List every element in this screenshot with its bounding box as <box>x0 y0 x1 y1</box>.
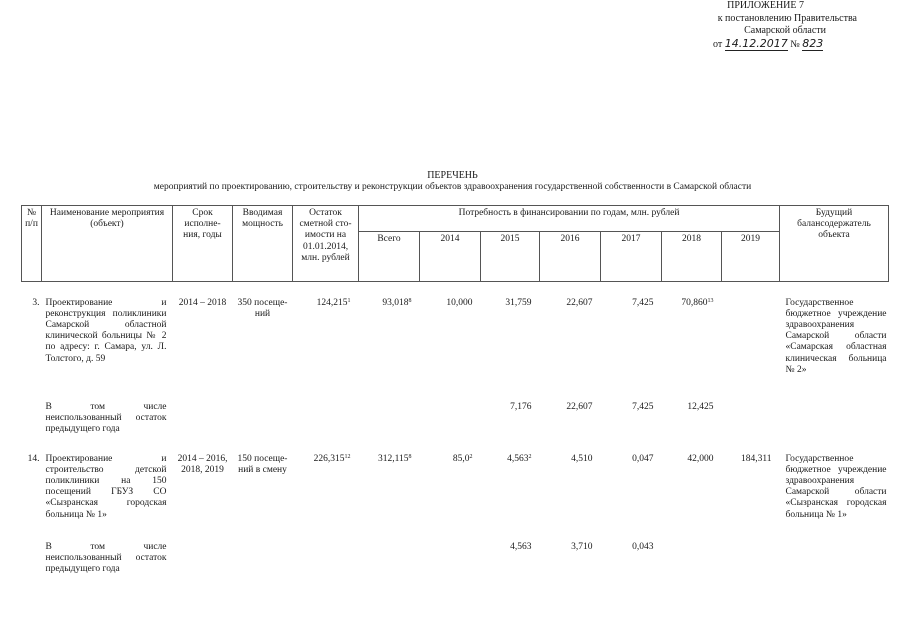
header-holder: Будущий балансодержатель объекта <box>780 206 889 282</box>
row-2017: 0,047 <box>632 453 654 464</box>
row-2015: 4,563 <box>510 541 532 552</box>
header-year-2016: 2016 <box>540 232 601 282</box>
header-total: Всего <box>359 232 420 282</box>
row-name: В том числе неиспользованный остаток предыдущего года <box>45 541 167 574</box>
table-row <box>22 296 889 400</box>
row-total: 312,115$^8$ <box>377 453 412 464</box>
row-balance: 226,315$^{12}$ <box>313 453 351 464</box>
row-capacity <box>233 540 293 584</box>
date-prefix: от <box>713 39 723 50</box>
header-num: № п/п <box>22 206 42 282</box>
row-num <box>22 400 42 452</box>
row-capacity: 150 посеще-ний в смену <box>237 453 288 475</box>
table-row <box>22 540 889 584</box>
row-term: 2014 – 2018 <box>178 297 227 308</box>
header-term: Срок исполне-ния, годы <box>173 206 233 282</box>
row-num <box>22 540 42 584</box>
header-year-2017: 2017 <box>601 232 662 282</box>
appendix-title: ПРИЛОЖЕНИЕ 7 <box>727 0 804 11</box>
row-capacity: 350 посеще-ний <box>237 297 288 319</box>
financing-table <box>21 205 889 584</box>
row-2016: 22,607 <box>566 297 593 308</box>
row-holder <box>780 400 889 452</box>
row-2014 <box>420 540 481 584</box>
row-2016: 4,510 <box>571 453 593 464</box>
row-capacity <box>233 400 293 452</box>
header-year-2019: 2019 <box>722 232 780 282</box>
row-2017: 7,425 <box>632 297 654 308</box>
row-holder <box>780 540 889 584</box>
row-2014: 10,000 <box>446 297 473 308</box>
row-balance <box>293 400 359 452</box>
number-prefix: № <box>790 39 800 50</box>
row-num: 3. <box>32 297 40 308</box>
appendix-line-2: к постановлению Правительства <box>717 13 857 24</box>
row-2016: 22,607 <box>566 401 593 412</box>
row-2019 <box>722 400 780 452</box>
row-balance <box>293 540 359 584</box>
row-total: 93,018$^8$ <box>382 297 412 308</box>
row-name: Проектирование и строительство детской поликлиники на 150 посещений ГБУЗ СО «Сызранская городская больница № 1» <box>45 453 167 520</box>
document-subtitle: мероприятий по проектированию, строительству и реконструкции объектов здравоохранения государственной собственности в Самарской области <box>153 182 752 192</box>
row-term <box>173 400 233 452</box>
header-year-2014: 2014 <box>420 232 481 282</box>
header-balance: Остаток сметной сто-имости на 01.01.2014, млн. рублей <box>293 206 359 282</box>
row-name: Проектирование и реконструкция поликлиники Самарской областной клинической больницы № 2 по адресу: г. Самара, ул. Л. Толстого, д. 59 <box>45 297 167 364</box>
row-2014: 85,0$^2$ <box>452 453 473 464</box>
appendix-line-3: Самарской области <box>744 25 826 36</box>
row-2015: 7,176 <box>510 401 532 412</box>
row-2018: 12,425 <box>687 401 714 412</box>
header-year-2015: 2015 <box>481 232 540 282</box>
date-value: 14.12.2017 <box>724 37 788 50</box>
row-total <box>359 400 420 452</box>
row-2018: 70,860$^{13}$ <box>681 297 714 308</box>
row-name: В том числе неиспользованный остаток предыдущего года <box>45 401 167 434</box>
table-row <box>22 400 889 452</box>
row-2015: 4,563$^2$ <box>507 453 532 464</box>
row-num: 14. <box>27 453 40 464</box>
number-value: 823 <box>802 37 824 50</box>
row-term <box>173 540 233 584</box>
row-2017: 7,425 <box>632 401 654 412</box>
header-need: Потребность в финансировании по годам, млн. рублей <box>359 206 780 232</box>
row-holder: Государственное бюджетное учреждение здравоохранения Самарской области «Сызранская городская больница № 1» <box>785 453 887 520</box>
row-2016: 3,710 <box>571 541 593 552</box>
row-2018 <box>662 540 722 584</box>
appendix-date-line <box>713 38 863 51</box>
row-2015: 31,759 <box>505 297 532 308</box>
header-capacity: Вводимая мощность <box>233 206 293 282</box>
document-title: ПЕРЕЧЕНЬ <box>427 170 478 181</box>
row-term: 2014 – 2016, 2018, 2019 <box>177 453 228 475</box>
row-2017: 0,043 <box>632 541 654 552</box>
header-name: Наименование мероприятия (объект) <box>42 206 173 282</box>
row-2019 <box>722 296 780 400</box>
row-2018: 42,000 <box>687 453 714 464</box>
row-total <box>359 540 420 584</box>
row-2014 <box>420 400 481 452</box>
table-row <box>22 452 889 540</box>
row-holder: Государственное бюджетное учреждение здравоохранения Самарской области «Самарская областная клиническая больница № 2» <box>785 297 887 375</box>
header-year-2018: 2018 <box>662 232 722 282</box>
row-2019: 184,311 <box>740 453 772 464</box>
row-2019 <box>722 540 780 584</box>
row-balance: 124,215$^1$ <box>316 297 351 308</box>
